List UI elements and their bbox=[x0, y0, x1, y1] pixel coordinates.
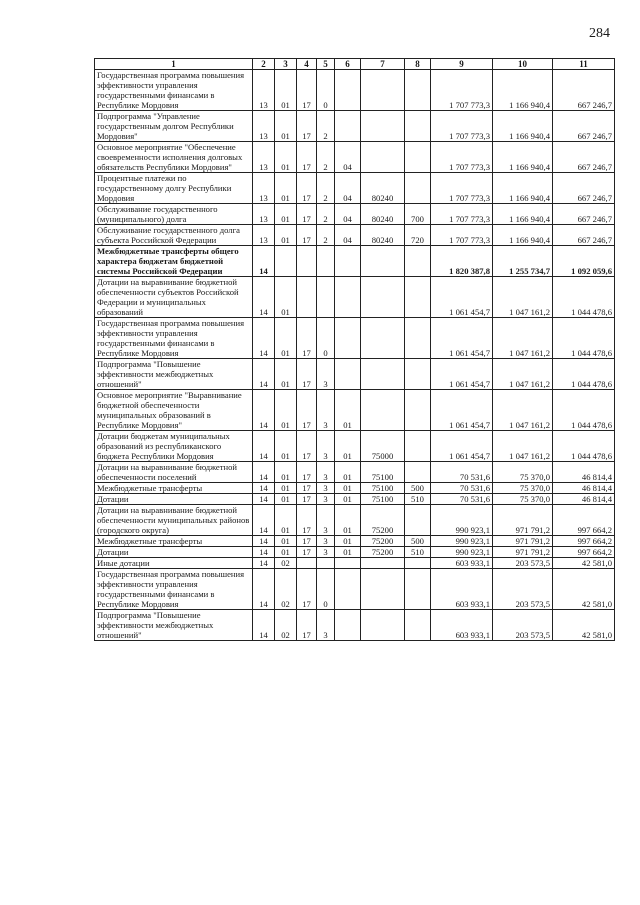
program-code-cell: 17 bbox=[297, 225, 317, 246]
subsection-code-cell bbox=[275, 246, 297, 277]
amount-year3-cell: 667 246,7 bbox=[553, 142, 615, 173]
program-code-cell: 17 bbox=[297, 142, 317, 173]
subsection-code-cell: 01 bbox=[275, 390, 297, 431]
section-code-cell: 13 bbox=[253, 225, 275, 246]
direction-code-cell: 75100 bbox=[361, 483, 405, 494]
table-row bbox=[95, 359, 615, 390]
amount-year1-cell: 70 531,6 bbox=[431, 483, 493, 494]
amount-year2-cell: 971 791,2 bbox=[493, 505, 553, 536]
amount-year2-cell: 1 255 734,7 bbox=[493, 246, 553, 277]
expense-type-cell bbox=[405, 246, 431, 277]
amount-year3-cell: 1 044 478,6 bbox=[553, 431, 615, 462]
amount-year2-cell: 75 370,0 bbox=[493, 483, 553, 494]
expense-type-cell bbox=[405, 462, 431, 483]
header-cell: 10 bbox=[493, 59, 553, 70]
subsection-code-cell: 01 bbox=[275, 70, 297, 111]
amount-year1-cell: 1 707 773,3 bbox=[431, 225, 493, 246]
amount-year1-cell: 1 061 454,7 bbox=[431, 390, 493, 431]
table-row bbox=[95, 547, 615, 558]
row-name-cell: Основное мероприятие "Обеспечение своевременности исполнения долговых обязательств Республики Мордовия" bbox=[95, 142, 253, 173]
subsection-code-cell: 01 bbox=[275, 318, 297, 359]
expense-type-cell: 510 bbox=[405, 494, 431, 505]
table-row bbox=[95, 142, 615, 173]
header-row bbox=[95, 59, 615, 70]
direction-code-cell: 75100 bbox=[361, 494, 405, 505]
row-name-cell: Межбюджетные трансферты bbox=[95, 536, 253, 547]
amount-year3-cell: 1 044 478,6 bbox=[553, 318, 615, 359]
subsection-code-cell: 01 bbox=[275, 173, 297, 204]
expense-type-cell bbox=[405, 610, 431, 641]
table-row bbox=[95, 558, 615, 569]
activity-code-cell bbox=[335, 359, 361, 390]
table-body bbox=[95, 70, 615, 641]
amount-year1-cell: 990 923,1 bbox=[431, 505, 493, 536]
subprogram-code-cell: 2 bbox=[317, 111, 335, 142]
amount-year1-cell: 1 707 773,3 bbox=[431, 70, 493, 111]
amount-year3-cell: 42 581,0 bbox=[553, 610, 615, 641]
program-code-cell: 17 bbox=[297, 462, 317, 483]
expense-type-cell: 500 bbox=[405, 536, 431, 547]
header-cell: 2 bbox=[253, 59, 275, 70]
subprogram-code-cell bbox=[317, 277, 335, 318]
table-row bbox=[95, 390, 615, 431]
row-name-cell: Дотации на выравнивание бюджетной обеспеченности субъектов Российской Федерации и муниципальных образований bbox=[95, 277, 253, 318]
subsection-code-cell: 01 bbox=[275, 142, 297, 173]
activity-code-cell bbox=[335, 558, 361, 569]
subsection-code-cell: 01 bbox=[275, 536, 297, 547]
subprogram-code-cell: 2 bbox=[317, 204, 335, 225]
activity-code-cell: 01 bbox=[335, 505, 361, 536]
table-row bbox=[95, 431, 615, 462]
subprogram-code-cell: 3 bbox=[317, 483, 335, 494]
activity-code-cell: 04 bbox=[335, 142, 361, 173]
amount-year1-cell: 1 707 773,3 bbox=[431, 204, 493, 225]
amount-year1-cell: 70 531,6 bbox=[431, 494, 493, 505]
section-code-cell: 14 bbox=[253, 318, 275, 359]
amount-year3-cell: 1 044 478,6 bbox=[553, 359, 615, 390]
program-code-cell: 17 bbox=[297, 70, 317, 111]
program-code-cell: 17 bbox=[297, 204, 317, 225]
amount-year2-cell: 1 166 940,4 bbox=[493, 204, 553, 225]
amount-year2-cell: 971 791,2 bbox=[493, 536, 553, 547]
program-code-cell: 17 bbox=[297, 536, 317, 547]
activity-code-cell: 04 bbox=[335, 204, 361, 225]
row-name-cell: Дотации bbox=[95, 547, 253, 558]
header-cell: 5 bbox=[317, 59, 335, 70]
direction-code-cell: 75100 bbox=[361, 462, 405, 483]
amount-year3-cell: 997 664,2 bbox=[553, 505, 615, 536]
amount-year2-cell: 203 573,5 bbox=[493, 610, 553, 641]
program-code-cell: 17 bbox=[297, 483, 317, 494]
amount-year3-cell: 1 044 478,6 bbox=[553, 277, 615, 318]
direction-code-cell: 80240 bbox=[361, 225, 405, 246]
section-code-cell: 14 bbox=[253, 610, 275, 641]
section-code-cell: 14 bbox=[253, 246, 275, 277]
direction-code-cell: 75200 bbox=[361, 536, 405, 547]
subprogram-code-cell: 2 bbox=[317, 173, 335, 204]
table-row bbox=[95, 462, 615, 483]
table-row bbox=[95, 277, 615, 318]
subprogram-code-cell: 3 bbox=[317, 462, 335, 483]
section-code-cell: 14 bbox=[253, 483, 275, 494]
header-cell: 4 bbox=[297, 59, 317, 70]
activity-code-cell: 01 bbox=[335, 536, 361, 547]
direction-code-cell bbox=[361, 70, 405, 111]
amount-year2-cell: 1 047 161,2 bbox=[493, 431, 553, 462]
direction-code-cell bbox=[361, 558, 405, 569]
amount-year3-cell: 667 246,7 bbox=[553, 173, 615, 204]
section-code-cell: 14 bbox=[253, 494, 275, 505]
activity-code-cell: 01 bbox=[335, 547, 361, 558]
table-row bbox=[95, 173, 615, 204]
amount-year3-cell: 46 814,4 bbox=[553, 462, 615, 483]
row-name-cell: Государственная программа повышения эффективности управления государственными финансами в Республике Мордовия bbox=[95, 569, 253, 610]
row-name-cell: Дотации бюджетам муниципальных образований из республиканского бюджета Республики Мордовия bbox=[95, 431, 253, 462]
amount-year2-cell: 1 166 940,4 bbox=[493, 70, 553, 111]
amount-year1-cell: 1 707 773,3 bbox=[431, 142, 493, 173]
program-code-cell: 17 bbox=[297, 111, 317, 142]
table-row bbox=[95, 70, 615, 111]
expense-type-cell bbox=[405, 359, 431, 390]
subsection-code-cell: 01 bbox=[275, 547, 297, 558]
amount-year1-cell: 603 933,1 bbox=[431, 569, 493, 610]
row-name-cell: Подпрограмма "Повышение эффективности межбюджетных отношений" bbox=[95, 359, 253, 390]
amount-year1-cell: 70 531,6 bbox=[431, 462, 493, 483]
section-code-cell: 14 bbox=[253, 569, 275, 610]
section-code-cell: 14 bbox=[253, 359, 275, 390]
program-code-cell: 17 bbox=[297, 505, 317, 536]
expense-type-cell bbox=[405, 558, 431, 569]
amount-year2-cell: 1 166 940,4 bbox=[493, 225, 553, 246]
header-cell: 3 bbox=[275, 59, 297, 70]
section-code-cell: 14 bbox=[253, 390, 275, 431]
direction-code-cell bbox=[361, 569, 405, 610]
amount-year1-cell: 990 923,1 bbox=[431, 536, 493, 547]
activity-code-cell bbox=[335, 246, 361, 277]
header-cell: 9 bbox=[431, 59, 493, 70]
section-code-cell: 14 bbox=[253, 536, 275, 547]
program-code-cell: 17 bbox=[297, 318, 317, 359]
subprogram-code-cell: 0 bbox=[317, 70, 335, 111]
amount-year1-cell: 1 061 454,7 bbox=[431, 318, 493, 359]
activity-code-cell: 01 bbox=[335, 390, 361, 431]
table-row bbox=[95, 494, 615, 505]
subprogram-code-cell: 3 bbox=[317, 536, 335, 547]
activity-code-cell bbox=[335, 111, 361, 142]
subsection-code-cell: 01 bbox=[275, 483, 297, 494]
amount-year3-cell: 46 814,4 bbox=[553, 483, 615, 494]
header-cell: 1 bbox=[95, 59, 253, 70]
amount-year1-cell: 1 707 773,3 bbox=[431, 111, 493, 142]
program-code-cell: 17 bbox=[297, 431, 317, 462]
table-row bbox=[95, 536, 615, 547]
subprogram-code-cell: 2 bbox=[317, 225, 335, 246]
row-name-cell: Иные дотации bbox=[95, 558, 253, 569]
amount-year1-cell: 1 061 454,7 bbox=[431, 359, 493, 390]
subprogram-code-cell: 3 bbox=[317, 359, 335, 390]
section-code-cell: 13 bbox=[253, 173, 275, 204]
expense-type-cell bbox=[405, 431, 431, 462]
amount-year1-cell: 1 061 454,7 bbox=[431, 277, 493, 318]
row-name-cell: Дотации на выравнивание бюджетной обеспеченности муниципальных районов (городского округа) bbox=[95, 505, 253, 536]
program-code-cell: 17 bbox=[297, 569, 317, 610]
amount-year3-cell: 997 664,2 bbox=[553, 536, 615, 547]
activity-code-cell bbox=[335, 70, 361, 111]
amount-year1-cell: 603 933,1 bbox=[431, 558, 493, 569]
amount-year1-cell: 603 933,1 bbox=[431, 610, 493, 641]
direction-code-cell: 75000 bbox=[361, 431, 405, 462]
page-number: 284 bbox=[589, 26, 610, 41]
row-name-cell: Межбюджетные трансферты общего характера бюджетам бюджетной системы Российской Федерации bbox=[95, 246, 253, 277]
amount-year3-cell: 997 664,2 bbox=[553, 547, 615, 558]
header-cell: 11 bbox=[553, 59, 615, 70]
table-row bbox=[95, 610, 615, 641]
section-code-cell: 14 bbox=[253, 277, 275, 318]
subprogram-code-cell: 3 bbox=[317, 431, 335, 462]
section-code-cell: 14 bbox=[253, 462, 275, 483]
amount-year1-cell: 1 061 454,7 bbox=[431, 431, 493, 462]
direction-code-cell bbox=[361, 111, 405, 142]
direction-code-cell bbox=[361, 277, 405, 318]
amount-year2-cell: 1 047 161,2 bbox=[493, 390, 553, 431]
amount-year2-cell: 75 370,0 bbox=[493, 494, 553, 505]
amount-year1-cell: 1 820 387,8 bbox=[431, 246, 493, 277]
table-row bbox=[95, 204, 615, 225]
activity-code-cell: 01 bbox=[335, 462, 361, 483]
expense-type-cell bbox=[405, 142, 431, 173]
expense-type-cell bbox=[405, 277, 431, 318]
subprogram-code-cell: 3 bbox=[317, 494, 335, 505]
expense-type-cell bbox=[405, 505, 431, 536]
activity-code-cell bbox=[335, 277, 361, 318]
table-row bbox=[95, 246, 615, 277]
direction-code-cell: 75200 bbox=[361, 505, 405, 536]
table-row bbox=[95, 225, 615, 246]
expense-type-cell bbox=[405, 318, 431, 359]
table-row bbox=[95, 569, 615, 610]
amount-year2-cell: 971 791,2 bbox=[493, 547, 553, 558]
table-row bbox=[95, 111, 615, 142]
amount-year3-cell: 667 246,7 bbox=[553, 225, 615, 246]
subsection-code-cell: 01 bbox=[275, 277, 297, 318]
table-row bbox=[95, 505, 615, 536]
direction-code-cell bbox=[361, 318, 405, 359]
expense-type-cell: 720 bbox=[405, 225, 431, 246]
direction-code-cell bbox=[361, 390, 405, 431]
direction-code-cell: 75200 bbox=[361, 547, 405, 558]
program-code-cell bbox=[297, 558, 317, 569]
amount-year3-cell: 42 581,0 bbox=[553, 569, 615, 610]
header-cell: 6 bbox=[335, 59, 361, 70]
row-name-cell: Основное мероприятие "Выравнивание бюджетной обеспеченности муниципальных образований в Республике Мордовия" bbox=[95, 390, 253, 431]
amount-year2-cell: 1 047 161,2 bbox=[493, 318, 553, 359]
subprogram-code-cell: 2 bbox=[317, 142, 335, 173]
subsection-code-cell: 01 bbox=[275, 111, 297, 142]
amount-year2-cell: 1 047 161,2 bbox=[493, 277, 553, 318]
expense-type-cell bbox=[405, 390, 431, 431]
amount-year3-cell: 1 044 478,6 bbox=[553, 390, 615, 431]
amount-year2-cell: 1 047 161,2 bbox=[493, 359, 553, 390]
amount-year3-cell: 667 246,7 bbox=[553, 204, 615, 225]
program-code-cell: 17 bbox=[297, 610, 317, 641]
program-code-cell: 17 bbox=[297, 547, 317, 558]
subsection-code-cell: 02 bbox=[275, 569, 297, 610]
subprogram-code-cell: 3 bbox=[317, 390, 335, 431]
program-code-cell: 17 bbox=[297, 494, 317, 505]
program-code-cell: 17 bbox=[297, 359, 317, 390]
amount-year2-cell: 1 166 940,4 bbox=[493, 111, 553, 142]
amount-year2-cell: 203 573,5 bbox=[493, 569, 553, 610]
header-cell: 8 bbox=[405, 59, 431, 70]
expense-type-cell: 510 bbox=[405, 547, 431, 558]
expense-type-cell bbox=[405, 569, 431, 610]
expense-type-cell: 500 bbox=[405, 483, 431, 494]
section-code-cell: 14 bbox=[253, 505, 275, 536]
amount-year1-cell: 990 923,1 bbox=[431, 547, 493, 558]
subprogram-code-cell: 3 bbox=[317, 505, 335, 536]
section-code-cell: 13 bbox=[253, 142, 275, 173]
subsection-code-cell: 01 bbox=[275, 225, 297, 246]
activity-code-cell: 01 bbox=[335, 483, 361, 494]
subprogram-code-cell bbox=[317, 246, 335, 277]
section-code-cell: 14 bbox=[253, 431, 275, 462]
section-code-cell: 14 bbox=[253, 547, 275, 558]
row-name-cell: Процентные платежи по государственному долгу Республики Мордовия bbox=[95, 173, 253, 204]
subprogram-code-cell: 3 bbox=[317, 610, 335, 641]
activity-code-cell: 01 bbox=[335, 494, 361, 505]
program-code-cell: 17 bbox=[297, 173, 317, 204]
amount-year3-cell: 667 246,7 bbox=[553, 111, 615, 142]
row-name-cell: Государственная программа повышения эффективности управления государственными финансами в Республике Мордовия bbox=[95, 318, 253, 359]
expense-type-cell bbox=[405, 70, 431, 111]
amount-year2-cell: 75 370,0 bbox=[493, 462, 553, 483]
program-code-cell bbox=[297, 277, 317, 318]
direction-code-cell: 80240 bbox=[361, 204, 405, 225]
program-code-cell bbox=[297, 246, 317, 277]
amount-year3-cell: 1 092 059,6 bbox=[553, 246, 615, 277]
amount-year2-cell: 1 166 940,4 bbox=[493, 142, 553, 173]
row-name-cell: Обслуживание государственного долга субъекта Российской Федерации bbox=[95, 225, 253, 246]
activity-code-cell bbox=[335, 318, 361, 359]
subsection-code-cell: 01 bbox=[275, 431, 297, 462]
direction-code-cell bbox=[361, 142, 405, 173]
direction-code-cell: 80240 bbox=[361, 173, 405, 204]
subsection-code-cell: 01 bbox=[275, 494, 297, 505]
direction-code-cell bbox=[361, 246, 405, 277]
section-code-cell: 13 bbox=[253, 204, 275, 225]
direction-code-cell bbox=[361, 359, 405, 390]
expense-type-cell bbox=[405, 173, 431, 204]
amount-year3-cell: 667 246,7 bbox=[553, 70, 615, 111]
section-code-cell: 13 bbox=[253, 70, 275, 111]
activity-code-cell: 04 bbox=[335, 173, 361, 204]
row-name-cell: Подпрограмма "Управление государственным долгом Республики Мордовия" bbox=[95, 111, 253, 142]
subsection-code-cell: 01 bbox=[275, 462, 297, 483]
subprogram-code-cell: 0 bbox=[317, 569, 335, 610]
header-cell: 7 bbox=[361, 59, 405, 70]
program-code-cell: 17 bbox=[297, 390, 317, 431]
subprogram-code-cell bbox=[317, 558, 335, 569]
activity-code-cell: 01 bbox=[335, 431, 361, 462]
direction-code-cell bbox=[361, 610, 405, 641]
subsection-code-cell: 01 bbox=[275, 359, 297, 390]
budget-table bbox=[94, 58, 615, 641]
row-name-cell: Межбюджетные трансферты bbox=[95, 483, 253, 494]
table-row bbox=[95, 483, 615, 494]
expense-type-cell bbox=[405, 111, 431, 142]
amount-year2-cell: 203 573,5 bbox=[493, 558, 553, 569]
row-name-cell: Дотации bbox=[95, 494, 253, 505]
row-name-cell: Государственная программа повышения эффективности управления государственными финансами в Республике Мордовия bbox=[95, 70, 253, 111]
amount-year3-cell: 42 581,0 bbox=[553, 558, 615, 569]
table-row bbox=[95, 318, 615, 359]
activity-code-cell: 04 bbox=[335, 225, 361, 246]
subsection-code-cell: 01 bbox=[275, 204, 297, 225]
amount-year2-cell: 1 166 940,4 bbox=[493, 173, 553, 204]
section-code-cell: 14 bbox=[253, 558, 275, 569]
amount-year3-cell: 46 814,4 bbox=[553, 494, 615, 505]
subprogram-code-cell: 0 bbox=[317, 318, 335, 359]
row-name-cell: Подпрограмма "Повышение эффективности межбюджетных отношений" bbox=[95, 610, 253, 641]
activity-code-cell bbox=[335, 610, 361, 641]
expense-type-cell: 700 bbox=[405, 204, 431, 225]
amount-year1-cell: 1 707 773,3 bbox=[431, 173, 493, 204]
subsection-code-cell: 02 bbox=[275, 610, 297, 641]
row-name-cell: Обслуживание государственного (муниципального) долга bbox=[95, 204, 253, 225]
subprogram-code-cell: 3 bbox=[317, 547, 335, 558]
activity-code-cell bbox=[335, 569, 361, 610]
subsection-code-cell: 01 bbox=[275, 505, 297, 536]
section-code-cell: 13 bbox=[253, 111, 275, 142]
subsection-code-cell: 02 bbox=[275, 558, 297, 569]
row-name-cell: Дотации на выравнивание бюджетной обеспеченности поселений bbox=[95, 462, 253, 483]
